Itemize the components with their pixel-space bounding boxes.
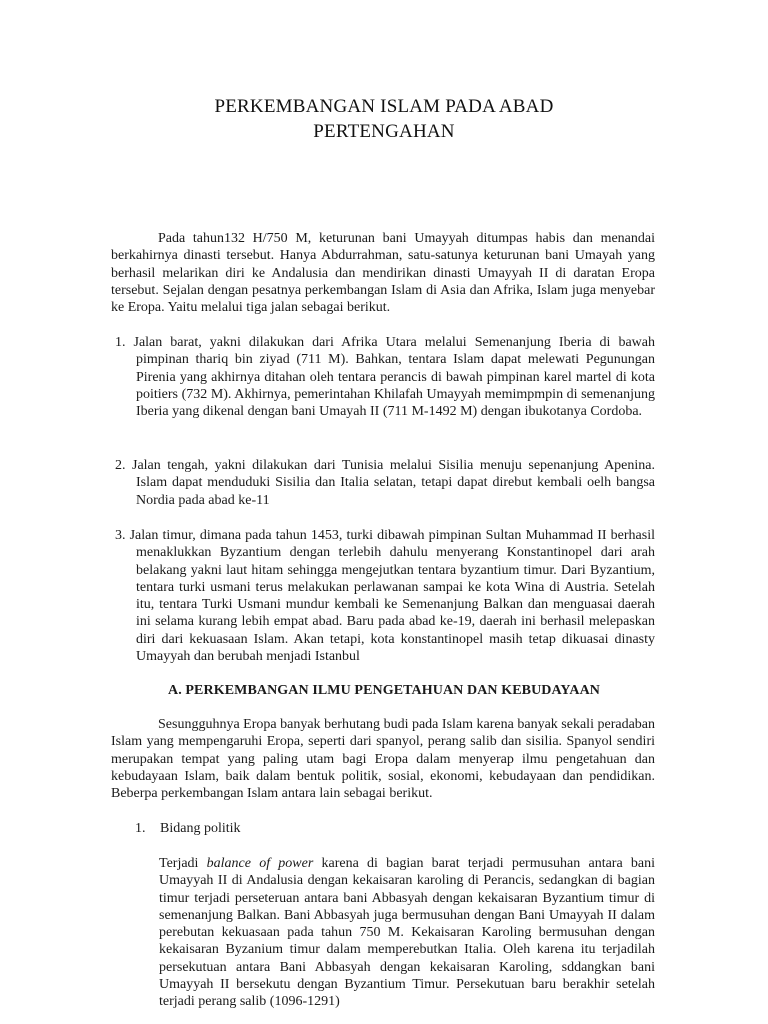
subsection-heading bbox=[135, 820, 241, 837]
section-heading: A. PERKEMBANGAN ILMU PENGETAHUAN DAN KEBUDAYAAN bbox=[168, 683, 600, 698]
route-middle-item: 2. Jalan tengah, yakni dilakukan dari Tunisia melalui Sisilia menuju sepenanjung Apenina. Islam dapat menduduki Sisilia dan Italia selatan, tetapi dapat direbut kembali oelh bangsa Nordia pada abad ke-11 bbox=[115, 458, 655, 508]
intro-paragraph: Pada tahun132 H/750 M, keturunan bani Umayyah ditumpas habis dan menandai berkahirnya dinasti tersebut. Hanya Abdurrahman, satu-satunya keturunan bani Umayah yang berhasil melarikan diri ke Andalusia dan mendirikan dinasti Umayyah II di daratan Eropa tersebut. Sejalan dengan pesatnya perkembangan Islam di Asia dan Afrika, Islam juga menyebar ke Eropa. Yaitu melalui tiga jalan sebagai berikut. bbox=[111, 231, 655, 316]
subsection-number: 1. bbox=[135, 821, 146, 836]
subsection-label: Bidang politik bbox=[160, 821, 241, 836]
page-title-line-1: PERKEMBANGAN ISLAM PADA ABAD bbox=[214, 96, 554, 117]
politik-paragraph bbox=[159, 855, 655, 1011]
politik-body: karena di bagian barat terjadi permusuhan antara bani Umayyah II di Andalusia dengan kekaisaran karoling di Perancis, sedangkan di bagian timur terjadi perseteruan antara bani Abbasyah dengan kekaisaran Byzantium timur di semenanjung Balkan. Bani Abbasyah juga bermusuhan dengan Bani Umayyah II dalam perebutan kekuasaan pada tahun 750 M. Kekaisaran Karoling bermusuhan dengan kekaisaran Byzanium timur dalam memperebutkan Italia. Oleh karena itu terjadilah persekutuan antara Bani Abbasyah dengan kekaisaran Karoling, sddangkan bani Umayyah II bersekutu dengan Byzantium Timur. Persekutuan baru berakhir setelah terjadi perang salib (1096-1291) bbox=[159, 856, 655, 1010]
section-intro-paragraph: Sesungguhnya Eropa banyak berhutang budi pada Islam karena banyak sekali peradaban Islam yang mempengaruhi Eropa, seperti dari spanyol, perang salib dan sisilia. Spanyol sendiri merupakan tempat yang paling utam bagi Eropa dalam menyerap ilmu pengetahuan dan kebudayaan Islam, baik dalam bentuk politik, sosial, ekonomi, kebudayaan dan pendidikan. Beberpa perkembangan Islam antara lain sebagai berikut. bbox=[111, 717, 655, 802]
page-title-line-2: PERTENGAHAN bbox=[313, 121, 455, 142]
route-east-item: 3. Jalan timur, dimana pada tahun 1453, turki dibawah pimpinan Sultan Muhammad II berhasil menaklukkan Byzantium dengan terlebih dahulu menyerang Konstantinopel dari arah belakang yakni laut hitam sehingga mengejutkan tentara byzantium timur. Dari Byzantium, tentara turki usmani terus melakukan perlawanan sampai ke kota Wina di Austria. Setelah itu, tentara Turki Usmani mundur kembali ke Semenanjung Balkan dan menguasai daerah ini selama kurang lebih empat abad. Baru pada abad ke-19, daerah ini berhasil melepaskan diri dari kekuasaan Islam. Akan tetapi, kota konstantinopel masih tetap dikuasai dinasty Umayyah dan berubah menjadi Istanbul bbox=[115, 528, 655, 665]
politik-italic-term: balance of power bbox=[206, 856, 314, 871]
route-west-item: 1. Jalan barat, yakni dilakukan dari Afrika Utara melalui Semenanjung Iberia di bawah pimpinan thariq bin ziyad (711 M). Bahkan, tentara Islam dapat melewati Pegunungan Pirenia yang akhirnya ditahan oleh tentara perancis di bawah pimpinan karel martel di kota poitiers (732 M). Akhirnya, pemerintahan Khilafah Umayyah memimpmpin di semenanjung Iberia yang dikenal dengan bani Umayah II (711 M-1492 M) dengan ibukotanya Cordoba. bbox=[115, 335, 655, 420]
politik-lead: Terjadi bbox=[159, 856, 207, 871]
